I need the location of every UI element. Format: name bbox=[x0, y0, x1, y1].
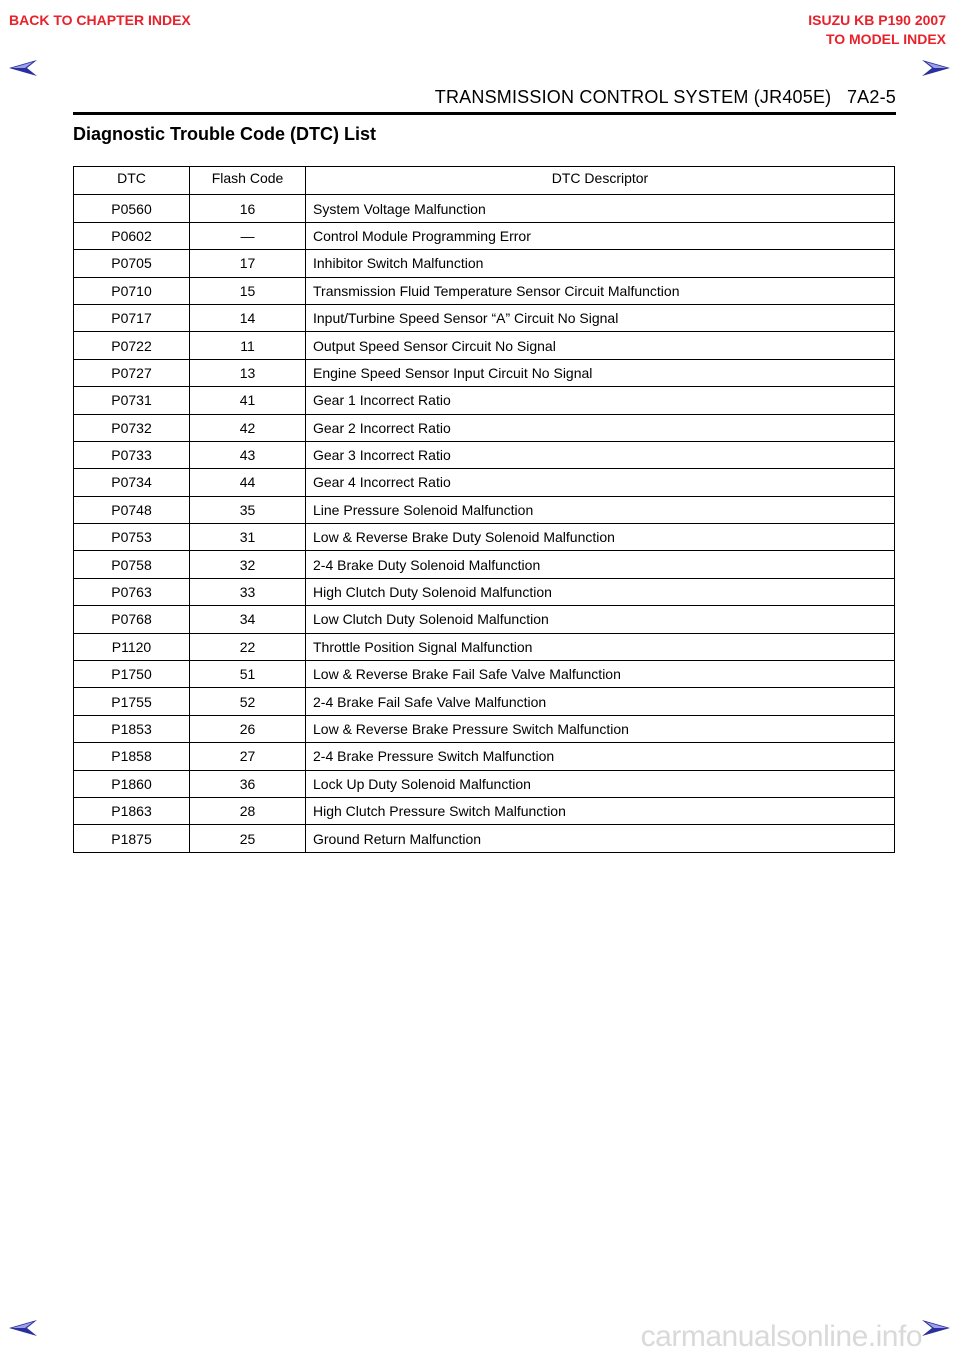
flash-code-cell: 22 bbox=[190, 633, 306, 660]
page-header: TRANSMISSION CONTROL SYSTEM (JR405E) 7A2-5 bbox=[434, 87, 896, 107]
table-row bbox=[74, 661, 895, 688]
dtc-code-cell: P1120 bbox=[74, 633, 190, 660]
table-row bbox=[74, 770, 895, 797]
table-row bbox=[74, 469, 895, 496]
flash-code-cell: 42 bbox=[190, 414, 306, 441]
dtc-descriptor-cell: Inhibitor Switch Malfunction bbox=[306, 250, 895, 277]
dtc-descriptor-cell: High Clutch Duty Solenoid Malfunction bbox=[306, 578, 895, 605]
dtc-code-cell: P0705 bbox=[74, 250, 190, 277]
table-row bbox=[74, 524, 895, 551]
dtc-code-cell: P0753 bbox=[74, 524, 190, 551]
dtc-descriptor-cell: 2-4 Brake Fail Safe Valve Malfunction bbox=[306, 688, 895, 715]
dtc-descriptor-cell: Gear 4 Incorrect Ratio bbox=[306, 469, 895, 496]
dtc-descriptor-cell: Ground Return Malfunction bbox=[306, 825, 895, 852]
flash-code-cell: 32 bbox=[190, 551, 306, 578]
dtc-descriptor-cell: Input/Turbine Speed Sensor “A” Circuit No Signal bbox=[306, 304, 895, 331]
dtc-descriptor-cell: System Voltage Malfunction bbox=[306, 195, 895, 222]
dtc-code-cell: P0758 bbox=[74, 551, 190, 578]
table-row bbox=[74, 304, 895, 331]
dtc-descriptor-cell: Gear 2 Incorrect Ratio bbox=[306, 414, 895, 441]
flash-code-cell: 13 bbox=[190, 359, 306, 386]
table-row bbox=[74, 359, 895, 386]
flash-code-cell: 26 bbox=[190, 715, 306, 742]
flash-code-cell: 33 bbox=[190, 578, 306, 605]
table-row bbox=[74, 633, 895, 660]
table-header-row bbox=[74, 167, 895, 195]
table-row bbox=[74, 332, 895, 359]
dtc-descriptor-cell: Throttle Position Signal Malfunction bbox=[306, 633, 895, 660]
dtc-descriptor-cell: Low & Reverse Brake Pressure Switch Malfunction bbox=[306, 715, 895, 742]
flash-code-cell: 28 bbox=[190, 797, 306, 824]
back-to-chapter-index-link[interactable]: BACK TO CHAPTER INDEX bbox=[9, 12, 191, 28]
next-page-right-arrow-icon[interactable] bbox=[922, 58, 950, 78]
table-row bbox=[74, 551, 895, 578]
table-row bbox=[74, 222, 895, 249]
flash-code-cell: 25 bbox=[190, 825, 306, 852]
dtc-code-cell: P1853 bbox=[74, 715, 190, 742]
flash-code-cell: 31 bbox=[190, 524, 306, 551]
next-page-right-arrow-icon[interactable] bbox=[922, 1318, 950, 1338]
dtc-code-cell: P0722 bbox=[74, 332, 190, 359]
dtc-code-cell: P0710 bbox=[74, 277, 190, 304]
flash-code-cell: 44 bbox=[190, 469, 306, 496]
table-row bbox=[74, 578, 895, 605]
table-row bbox=[74, 797, 895, 824]
table-row bbox=[74, 441, 895, 468]
table-row bbox=[74, 715, 895, 742]
table-row bbox=[74, 606, 895, 633]
flash-code-cell: 35 bbox=[190, 496, 306, 523]
column-header-flash-code: Flash Code bbox=[190, 167, 306, 195]
table-row bbox=[74, 496, 895, 523]
dtc-code-cell: P0734 bbox=[74, 469, 190, 496]
dtc-code-cell: P0727 bbox=[74, 359, 190, 386]
dtc-descriptor-cell: Transmission Fluid Temperature Sensor Circuit Malfunction bbox=[306, 277, 895, 304]
flash-code-cell: 14 bbox=[190, 304, 306, 331]
dtc-code-cell: P0732 bbox=[74, 414, 190, 441]
dtc-descriptor-cell: Engine Speed Sensor Input Circuit No Signal bbox=[306, 359, 895, 386]
table-row bbox=[74, 825, 895, 852]
dtc-code-cell: P0733 bbox=[74, 441, 190, 468]
dtc-descriptor-cell: Line Pressure Solenoid Malfunction bbox=[306, 496, 895, 523]
dtc-code-cell: P1863 bbox=[74, 797, 190, 824]
table-row bbox=[74, 277, 895, 304]
column-header-dtc-descriptor: DTC Descriptor bbox=[306, 167, 895, 195]
dtc-descriptor-cell: High Clutch Pressure Switch Malfunction bbox=[306, 797, 895, 824]
flash-code-cell: — bbox=[190, 222, 306, 249]
table-row bbox=[74, 387, 895, 414]
dtc-code-cell: P0560 bbox=[74, 195, 190, 222]
dtc-code-cell: P0763 bbox=[74, 578, 190, 605]
dtc-code-cell: P0748 bbox=[74, 496, 190, 523]
dtc-code-cell: P0768 bbox=[74, 606, 190, 633]
flash-code-cell: 41 bbox=[190, 387, 306, 414]
dtc-code-cell: P1860 bbox=[74, 770, 190, 797]
flash-code-cell: 27 bbox=[190, 743, 306, 770]
dtc-table bbox=[73, 166, 895, 853]
table-row bbox=[74, 743, 895, 770]
watermark: carmanualsonline.info bbox=[640, 1320, 922, 1353]
to-model-index-link[interactable]: TO MODEL INDEX bbox=[825, 31, 946, 47]
flash-code-cell: 11 bbox=[190, 332, 306, 359]
flash-code-cell: 36 bbox=[190, 770, 306, 797]
dtc-descriptor-cell: Low Clutch Duty Solenoid Malfunction bbox=[306, 606, 895, 633]
dtc-code-cell: P1755 bbox=[74, 688, 190, 715]
dtc-descriptor-cell: Control Module Programming Error bbox=[306, 222, 895, 249]
prev-page-left-arrow-icon[interactable] bbox=[9, 58, 37, 78]
column-header-dtc: DTC bbox=[74, 167, 190, 195]
prev-page-left-arrow-icon[interactable] bbox=[9, 1318, 37, 1338]
dtc-code-cell: P0731 bbox=[74, 387, 190, 414]
flash-code-cell: 17 bbox=[190, 250, 306, 277]
dtc-descriptor-cell: Low & Reverse Brake Fail Safe Valve Malfunction bbox=[306, 661, 895, 688]
flash-code-cell: 16 bbox=[190, 195, 306, 222]
dtc-code-cell: P1875 bbox=[74, 825, 190, 852]
dtc-descriptor-cell: Output Speed Sensor Circuit No Signal bbox=[306, 332, 895, 359]
model-title-link[interactable]: ISUZU KB P190 2007 bbox=[808, 12, 946, 28]
dtc-descriptor-cell: 2-4 Brake Duty Solenoid Malfunction bbox=[306, 551, 895, 578]
header-divider bbox=[73, 112, 896, 115]
dtc-code-cell: P1750 bbox=[74, 661, 190, 688]
flash-code-cell: 15 bbox=[190, 277, 306, 304]
table-row bbox=[74, 688, 895, 715]
table-row bbox=[74, 414, 895, 441]
dtc-code-cell: P0602 bbox=[74, 222, 190, 249]
flash-code-cell: 52 bbox=[190, 688, 306, 715]
section-title: Diagnostic Trouble Code (DTC) List bbox=[73, 124, 377, 144]
dtc-descriptor-cell: Lock Up Duty Solenoid Malfunction bbox=[306, 770, 895, 797]
dtc-descriptor-cell: Gear 3 Incorrect Ratio bbox=[306, 441, 895, 468]
dtc-descriptor-cell: 2-4 Brake Pressure Switch Malfunction bbox=[306, 743, 895, 770]
flash-code-cell: 43 bbox=[190, 441, 306, 468]
dtc-code-cell: P1858 bbox=[74, 743, 190, 770]
flash-code-cell: 51 bbox=[190, 661, 306, 688]
table-row bbox=[74, 250, 895, 277]
table-row bbox=[74, 195, 895, 222]
dtc-descriptor-cell: Gear 1 Incorrect Ratio bbox=[306, 387, 895, 414]
dtc-descriptor-cell: Low & Reverse Brake Duty Solenoid Malfunction bbox=[306, 524, 895, 551]
dtc-code-cell: P0717 bbox=[74, 304, 190, 331]
flash-code-cell: 34 bbox=[190, 606, 306, 633]
